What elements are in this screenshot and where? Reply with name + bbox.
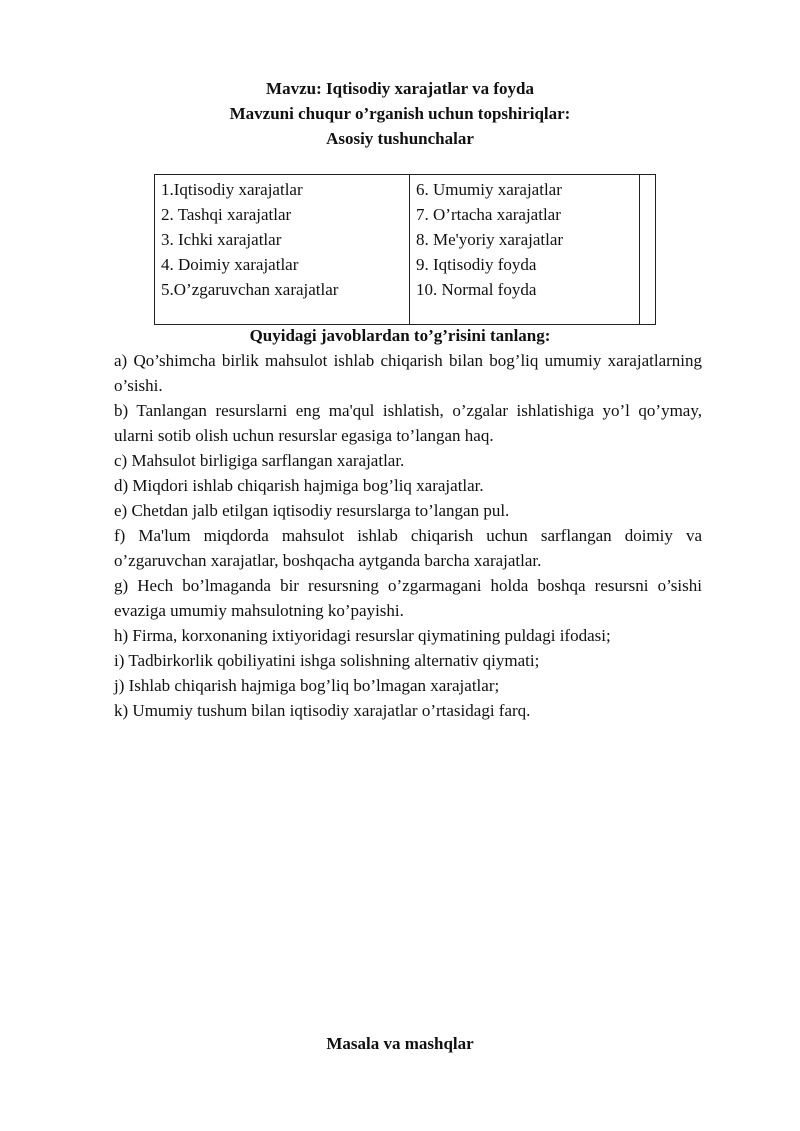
- answer-item: c) Mahsulot birligiga sarflangan xarajatlar.: [114, 451, 405, 470]
- concepts-table: [154, 174, 656, 325]
- concepts-column-right: [410, 175, 640, 324]
- concept-item: 10. Normal foyda: [416, 280, 537, 299]
- answer-item: j) Ishlab chiqarish hajmiga bog’liq bo’lmagan xarajatlar;: [114, 676, 500, 695]
- answers-list: [114, 348, 702, 723]
- concept-item: 5.O’zgaruvchan xarajatlar: [161, 280, 339, 299]
- concept-item: 3. Ichki xarajatlar: [161, 230, 282, 249]
- concept-item: 8. Me'yoriy xarajatlar: [416, 230, 564, 249]
- answer-item: g) Hech bo’lmaganda bir resursning o’zgarmagani holda boshqa resursni o’sishi evaziga umumiy mahsulotning ko’payishi.: [114, 576, 702, 620]
- page-title: Mavzu: Iqtisodiy xarajatlar va foyda: [266, 79, 534, 98]
- answer-item: h) Firma, korxonaning ixtiyoridagi resurslar qiymatining puldagi ifodasi;: [114, 626, 611, 645]
- page-subtitle: Mavzuni chuqur o’rganish uchun topshiriqlar:: [229, 104, 571, 123]
- answer-item: a) Qo’shimcha birlik mahsulot ishlab chiqarish bilan bog’liq umumiy xarajatlarning o’sishi.: [114, 351, 702, 395]
- section-heading-exercises: Masala va mashqlar: [326, 1034, 474, 1053]
- concepts-column-left: [155, 175, 410, 324]
- concept-item: 4. Doimiy xarajatlar: [161, 255, 299, 274]
- answer-item: k) Umumiy tushum bilan iqtisodiy xarajatlar o’rtasidagi farq.: [114, 701, 531, 720]
- answer-item: i) Tadbirkorlik qobiliyatini ishga solishning alternativ qiymati;: [114, 651, 540, 670]
- concept-item: 6. Umumiy xarajatlar: [416, 180, 562, 199]
- concept-item: 1.Iqtisodiy xarajatlar: [161, 180, 303, 199]
- concept-item: 2. Tashqi xarajatlar: [161, 205, 292, 224]
- answer-item: f) Ma'lum miqdorda mahsulot ishlab chiqarish uchun sarflangan doimiy va o’zgaruvchan xarajatlar, boshqacha aytganda barcha xarajatlar.: [114, 526, 702, 570]
- answer-item: e) Chetdan jalb etilgan iqtisodiy resurslarga to’langan pul.: [114, 501, 510, 520]
- section-heading-answers: Quyidagi javoblardan to’g’risini tanlang:: [249, 326, 551, 345]
- section-heading-concepts: Asosiy tushunchalar: [326, 129, 474, 148]
- answer-item: d) Miqdori ishlab chiqarish hajmiga bog’liq xarajatlar.: [114, 476, 484, 495]
- concept-item: 7. O’rtacha xarajatlar: [416, 205, 561, 224]
- answer-item: b) Tanlangan resurslarni eng ma'qul ishlatish, o’zgalar ishlatishiga yo’l qo’ymay, ularni sotib olish uchun resurslar egasiga to’langan haq.: [114, 401, 702, 445]
- concept-item: 9. Iqtisodiy foyda: [416, 255, 537, 274]
- concepts-column-empty: [640, 175, 655, 324]
